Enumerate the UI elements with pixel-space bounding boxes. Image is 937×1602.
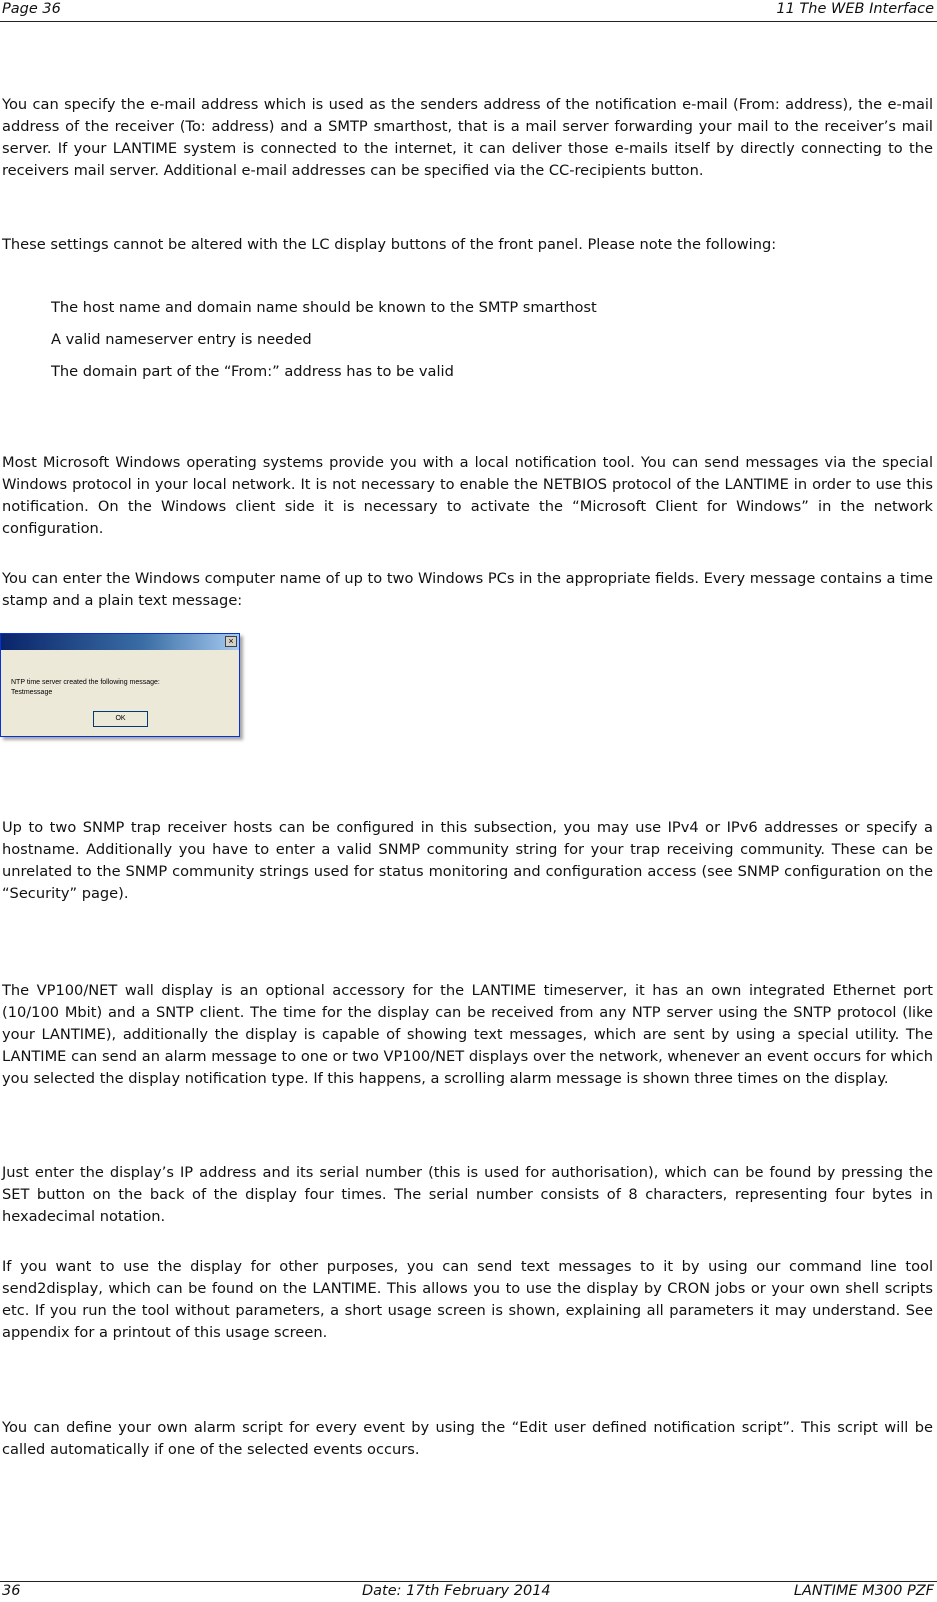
email-paragraph-1: You can specify the e-mail address which is used as the senders address of the notification e-mail (From: address), the e-mail address of the receiver (To: address) and a SMTP smarthost, that is a mail server forwarding your mail to the receiver’s mail server. If your LANTIME system is connected to the internet, it can deliver those e-mails itself by directly connecting to the receivers mail server. Additional e-mail addresses can be specified via the CC-recipients button. <box>2 96 933 179</box>
windows-paragraph-2: You can enter the Windows computer name of up to two Windows PCs in the appropriate fields. Every message contains a time stamp and a plain text message: <box>2 570 933 609</box>
note-item: The domain part of the “From:” address has to be valid <box>51 363 454 380</box>
footer-page-number: 36 <box>2 1583 21 1599</box>
dialog-message-line: NTP time server created the following message: <box>11 679 160 686</box>
script-paragraph: You can define your own alarm script for every event by using the “Edit user defined notification script”. This script will be called automatically if one of the selected events occurs. <box>2 1419 933 1458</box>
snmp-paragraph: Up to two SNMP trap receiver hosts can be configured in this subsection, you may use IPv4 or IPv6 addresses or specify a hostname. Additionally you have to enter a valid SNMP community string for your trap receiving community. These can be unrelated to the SNMP community strings used for status monitoring and configuration access (see SNMP configuration on the “Security” page). <box>2 819 933 902</box>
header-rule <box>0 21 937 22</box>
dialog-message-text: Testmessage <box>11 689 53 696</box>
dialog-titlebar <box>1 634 239 650</box>
footer-rule <box>0 1581 937 1582</box>
vp100-paragraph-2: Just enter the display’s IP address and its serial number (this is used for authorisation), which can be found by pressing the SET button on the back of the display four times. The serial number consists of 8 characters, representing four bytes in hexadecimal notation. <box>2 1164 933 1225</box>
footer-date: Date: 17th February 2014 <box>362 1583 551 1599</box>
vp100-paragraph-3: If you want to use the display for other purposes, you can send text messages to it by using our command line tool send2display, which can be found on the LANTIME. This allows you to use the display by CRON jobs or your own shell scripts etc. If you run the tool without parameters, a short usage screen is shown, explaining all parameters it may understand. See appendix for a printout of this usage screen. <box>2 1258 933 1341</box>
footer-product: LANTIME M300 PZF <box>793 1583 934 1599</box>
page-label: Page 36 <box>2 1 61 17</box>
message-dialog-screenshot <box>0 633 240 737</box>
email-paragraph-2: These settings cannot be altered with the LC display buttons of the front panel. Please note the following: <box>2 236 777 253</box>
vp100-paragraph-1: The VP100/NET wall display is an optional accessory for the LANTIME timeserver, it has an own integrated Ethernet port (10/100 Mbit) and a SNTP client. The time for the display can be received from any NTP server using the SNTP protocol (like your LANTIME), additionally the display is capable of showing text messages, which are sent by using a special utility. The LANTIME can send an alarm message to one or two VP100/NET displays over the network, whenever an event occurs for which you selected the display notification type. If this happens, a scrolling alarm message is shown three times on the display. <box>2 982 933 1087</box>
note-item: A valid nameserver entry is needed <box>51 331 312 348</box>
note-item: The host name and domain name should be known to the SMTP smarthost <box>51 299 597 316</box>
ok-button[interactable]: OK <box>93 711 148 727</box>
section-title: 11 The WEB Interface <box>776 1 934 17</box>
windows-paragraph-1: Most Microsoft Windows operating systems provide you with a local notification tool. You can send messages via the special Windows protocol in your local network. It is not necessary to enable the NETBIOS protocol of the LANTIME in order to use this notification. On the Windows client side it is necessary to activate the “Microsoft Client for Windows” in the network configuration. <box>2 454 933 537</box>
page-footer <box>0 1583 937 1601</box>
close-icon[interactable]: × <box>225 636 237 647</box>
